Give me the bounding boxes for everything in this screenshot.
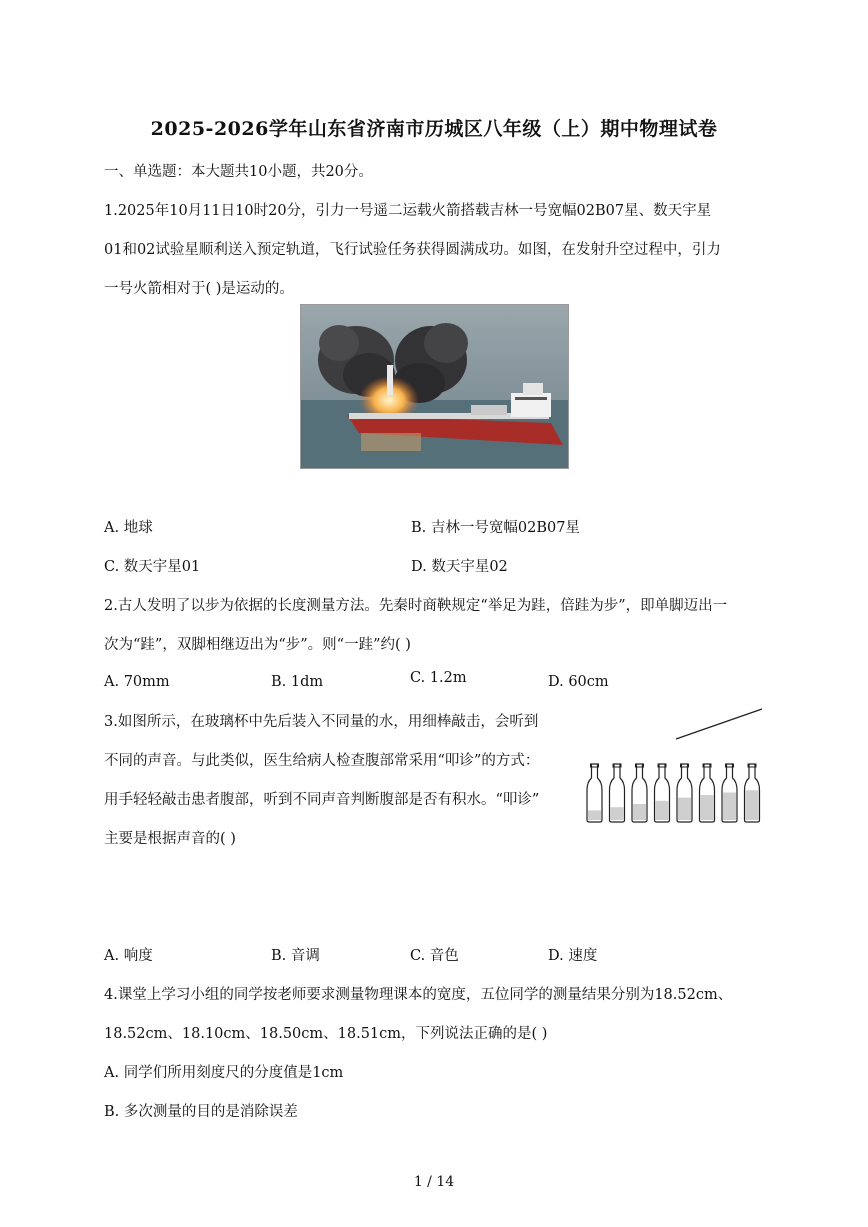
bottle-water [611,807,624,820]
bottle-5 [677,764,692,822]
q1-option-a: A. 地球 [104,520,153,536]
q3-line-3: 用手轻轻敲击患者腹部，听到不同声音判断腹部是否有积水。“叩诊” [104,792,540,808]
q3-option-b: B. 音调 [271,948,320,964]
q2-option-c: C. 1.2m [410,670,467,686]
q2-option-d: D. 60cm [548,674,609,690]
q3-line-1: 3.如图所示，在玻璃杯中先后装入不同量的水，用细棒敲击，会听到 [104,714,539,730]
q1-option-c: C. 数天宇星01 [104,559,201,575]
bottle-water [656,801,669,820]
bottle-water [723,792,736,820]
bottle-water [588,810,601,820]
bottle-6 [700,764,715,822]
bottle-1 [587,764,602,822]
q4-line-2: 18.52cm、18.10cm、18.50cm、18.51cm，下列说法正确的是( ) [104,1026,548,1042]
q3-line-4: 主要是根据声音的( ) [104,831,236,847]
bottle-water [746,790,759,820]
bottle-water [633,804,646,820]
q1-line-2: 01和02试验星顺利送入预定轨道，飞行试验任务获得圆满成功。如图，在发射升空过程中，引力 [104,242,721,258]
striking-rod [676,709,762,739]
bottle-water [701,795,714,820]
q2-option-b: B. 1dm [271,674,324,690]
section-heading: 一、单选题：本大题共10小题，共20分。 [104,164,373,180]
q4-option-b: B. 多次测量的目的是消除误差 [104,1104,298,1120]
q3-option-d: D. 速度 [548,948,598,964]
bottle-2 [610,764,625,822]
bottle-3 [632,764,647,822]
q1-line-1: 1.2025年10月11日10时20分，引力一号遥二运载火箭搭载吉林一号宽幅02B07星、数天宇星 [104,203,712,219]
rocket-launch-photo [300,304,569,469]
exam-title: 2025-2026学年山东省济南市历城区八年级（上）期中物理试卷 [150,118,718,140]
q3-option-c: C. 音色 [410,948,459,964]
q1-line-3: 一号火箭相对于( )是运动的。 [104,281,294,297]
q4-option-a: A. 同学们所用刻度尺的分度值是1cm [104,1065,344,1081]
page-number: 1 / 14 [413,1174,455,1190]
bottle-water [678,798,691,820]
q1-option-b: B. 吉林一号宽幅02B07星 [411,520,580,536]
q1-option-d: D. 数天宇星02 [411,559,508,575]
water-bottles-figure [578,700,768,830]
q2-line-2: 次为“跬”，双脚相继迈出为“步”。则“一跬”约( ) [104,637,411,653]
q3-line-2: 不同的声音。与此类似，医生给病人检查腹部常采用“叩诊”的方式： [104,753,540,769]
bottle-8 [745,764,760,822]
q2-option-a: A. 70mm [104,674,170,690]
q3-option-a: A. 响度 [104,948,153,964]
q4-line-1: 4.课堂上学习小组的同学按老师要求测量物理课本的宽度，五位同学的测量结果分别为18.52cm、 [104,987,733,1003]
q2-line-1: 2.古人发明了以步为依据的长度测量方法。先秦时商鞅规定“举足为跬，倍跬为步”，即单脚迈出一 [104,598,728,614]
bottle-4 [655,764,670,822]
bottle-7 [722,764,737,822]
